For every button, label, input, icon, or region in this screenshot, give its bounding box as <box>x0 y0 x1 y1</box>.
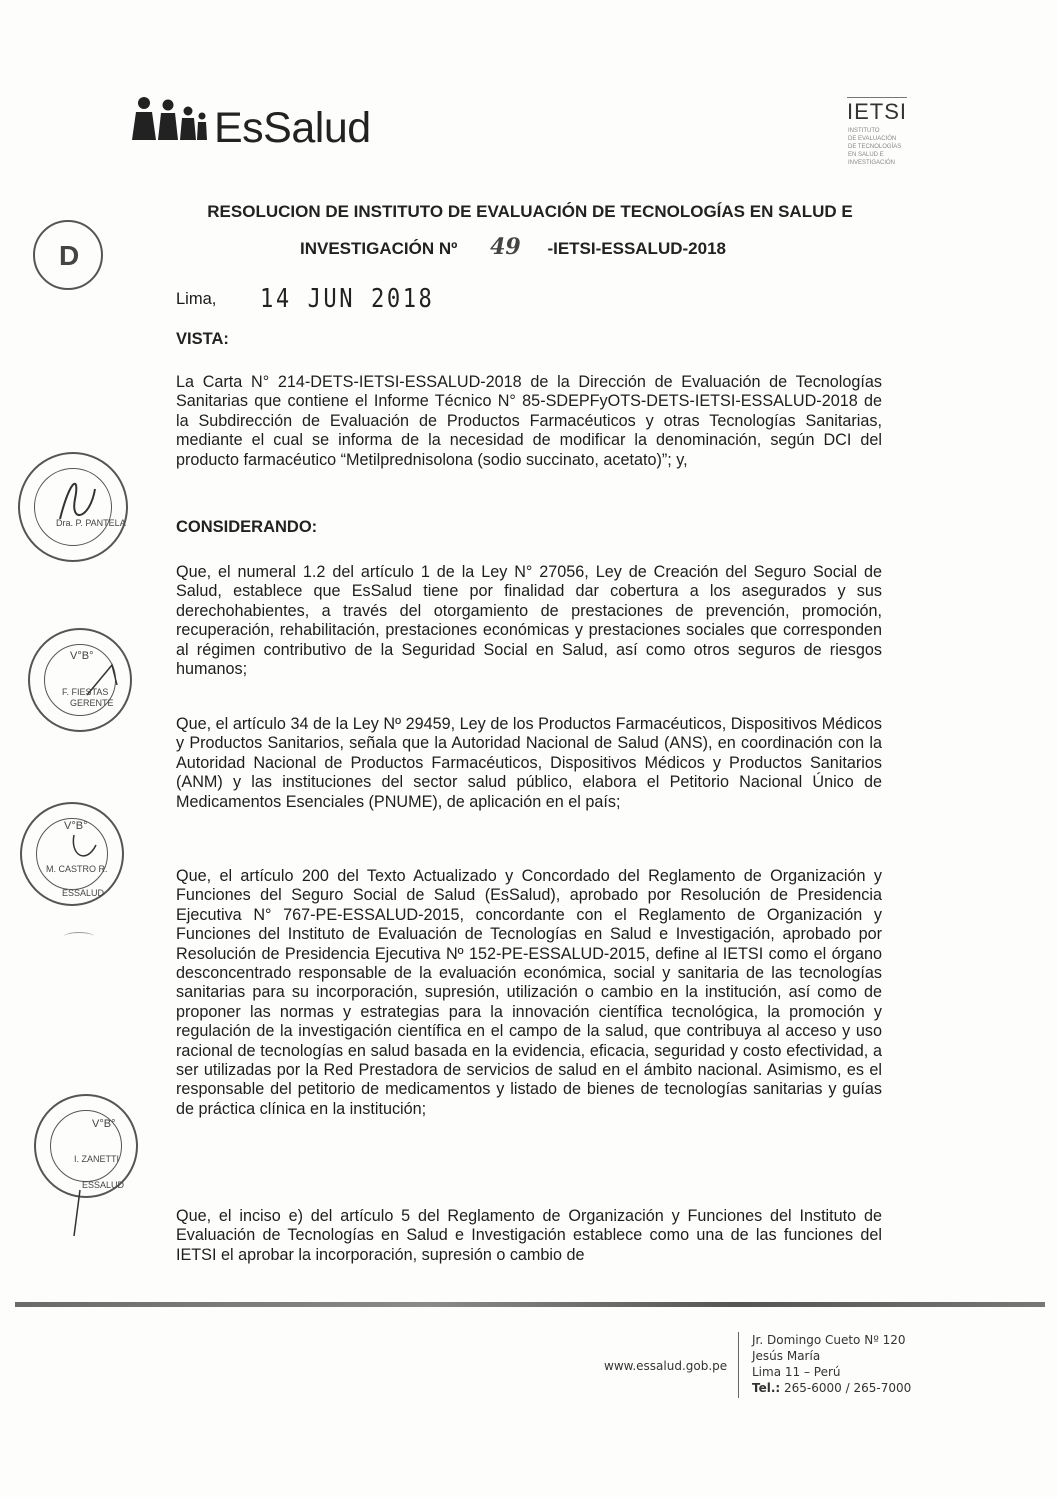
essalud-logo-text: EsSalud <box>214 104 371 152</box>
resolution-title-line2 <box>300 234 780 260</box>
phone-value: 265-6000 / 265-7000 <box>784 1381 912 1395</box>
footer-divider <box>15 1302 1045 1307</box>
stray-mark <box>64 932 94 941</box>
title-line2-prefix: INVESTIGACIÓN Nº <box>300 239 458 258</box>
considerando-paragraph-4: Que, el inciso e) del artículo 5 del Reglamento de Organización y Funciones del Instituto de Evaluación de Tecnologías en Salud e Investigación establece como una de las funciones del IETSI el aprobar la incorporación, supresión o cambio de <box>176 1207 882 1264</box>
considerando-paragraph-3: Que, el artículo 200 del Texto Actualizado y Concordado del Reglamento de Organización y Funciones del Seguro Social de Salud (EsSalud), aprobado por Resolución de Presidencia Ejecutiva N° 767-PE-ESSALUD-2015, concordante con el Reglamento de Organización y Funciones del Instituto de Evaluación de Tecnologías en Salud e Investigación, aprobado por Resolución de Presidencia Ejecutiva Nº 152-PE-ESSALUD-2015, define al IETSI como el órgano desconcentrado responsable de la evaluación económica, social y sanitaria de las tecnologías sanitarias para su incorporación, supresión, utilización o cambio en la institución, así como de proponer las normas y estrategias para la innovación científica tecnológica, la promoción y regulación de la investigación científica en el campo de la salud, que contribuya al acceso y uso racional de tecnologías en salud basada en la evidencia, eficacia, seguridad y costo efectividad, a ser utilizadas por la Red Prestadora de servicios de salud en el ámbito nacional. Asimismo, es el responsable del petitorio de medicamentos y listado de bienes de tecnologías sanitarias y guías de práctica clínica en la institución; <box>176 867 882 1118</box>
approval-stamp-1-name: Dra. P. PANTELA <box>56 518 126 528</box>
address-line-3: Lima 11 – Perú <box>752 1365 841 1379</box>
considerando-label: CONSIDERANDO: <box>176 518 318 536</box>
ietsi-logo-text: IETSI <box>847 99 908 124</box>
essalud-logo <box>128 92 388 152</box>
approval-stamp-2-name: F. FIESTAS <box>62 687 109 697</box>
approval-stamp-1 <box>18 452 128 562</box>
date-stamp: 14 JUN 2018 <box>260 284 435 314</box>
vista-label: VISTA: <box>176 330 229 348</box>
ietsi-logo <box>842 97 932 167</box>
considerando-paragraph-2: Que, el artículo 34 de la Ley Nº 29459, Ley de los Productos Farmacéuticos, Dispositivos Médicos y Productos Sanitarios, señala que la Autoridad Nacional de Salud (ANS), en coordinación con la Autoridad Nacional de Productos Farmacéuticos, Dispositivos Médicos y Productos Sanitarios (ANM) y las instituciones del sector salud público, elabora el Petitorio Nacional Único de Medicamentos Esenciales (PNUME), de aplicación en el país; <box>176 715 882 811</box>
approval-stamp-4-vb: V°B° <box>92 1118 116 1130</box>
footer-website: www.essalud.gob.pe <box>604 1359 728 1373</box>
signature-4 <box>68 1188 88 1238</box>
address-line-2: Jesús María <box>752 1349 821 1363</box>
resolution-title-line1: RESOLUCION DE INSTITUTO DE EVALUACIÓN DE TECNOLOGÍAS EN SALUD E <box>207 202 853 221</box>
title-line2-suffix: -IETSI-ESSALUD-2018 <box>547 239 726 258</box>
approval-stamp-4-name: I. ZANETTI <box>74 1154 119 1164</box>
approval-stamp-3-org: ESSALUD <box>62 888 105 898</box>
footer-separator <box>738 1332 739 1398</box>
approval-stamp-2 <box>28 628 132 732</box>
seal-stamp-top-letter: D <box>59 240 80 271</box>
approval-stamp-2-vb: V°B° <box>70 650 94 662</box>
footer-address <box>752 1332 911 1396</box>
approval-stamp-3-vb: V°B° <box>64 820 88 832</box>
date-line <box>176 284 476 318</box>
approval-stamp-4-org: ESSALUD <box>82 1180 125 1190</box>
family-figures-icon <box>128 92 208 152</box>
approval-stamp-2-role: GERENTE <box>70 698 114 708</box>
address-line-1: Jr. Domingo Cueto Nº 120 <box>752 1333 906 1347</box>
seal-stamp-top <box>33 220 103 290</box>
approval-stamp-3 <box>20 802 124 906</box>
phone-label: Tel.: <box>752 1381 781 1395</box>
date-place: Lima, <box>176 290 217 308</box>
approval-stamp-4 <box>34 1094 138 1198</box>
considerando-paragraph-1: Que, el numeral 1.2 del artículo 1 de la Ley N° 27056, Ley de Creación del Seguro Social de Salud, establece que EsSalud tiene por finalidad dar cobertura a los asegurados y sus derechohabientes, a través del otorgamiento de prestaciones de prevención, promoción, recuperación, rehabilitación, prestaciones económicas y prestaciones sociales que corresponden al régimen contributivo de la Seguridad Social en Salud, así como otros seguros de riesgos humanos; <box>176 563 882 679</box>
vista-paragraph: La Carta N° 214-DETS-IETSI-ESSALUD-2018 de la Dirección de Evaluación de Tecnologías Sanitarias que contiene el Informe Técnico N° 85-SDEPFyOTS-DETS-IETSI-ESSALUD-2018 de la Subdirección de Evaluación de Productos Farmacéuticos y otras Tecnologías Sanitarias, mediante el cual se informa de la necesidad de modificar la denominación, según DCI del producto farmacéutico “Metilprednisolona (sodio succinato, acetato)”; y, <box>176 373 882 469</box>
resolution-number: 49 <box>490 234 521 260</box>
ietsi-logo-subtitle: INSTITUTO DE EVALUACIÓN DE TECNOLOGÍAS EN SALUD E INVESTIGACIÓN <box>848 128 902 166</box>
approval-stamp-3-name: M. CASTRO R. <box>46 864 108 874</box>
phone-line <box>752 1380 911 1396</box>
